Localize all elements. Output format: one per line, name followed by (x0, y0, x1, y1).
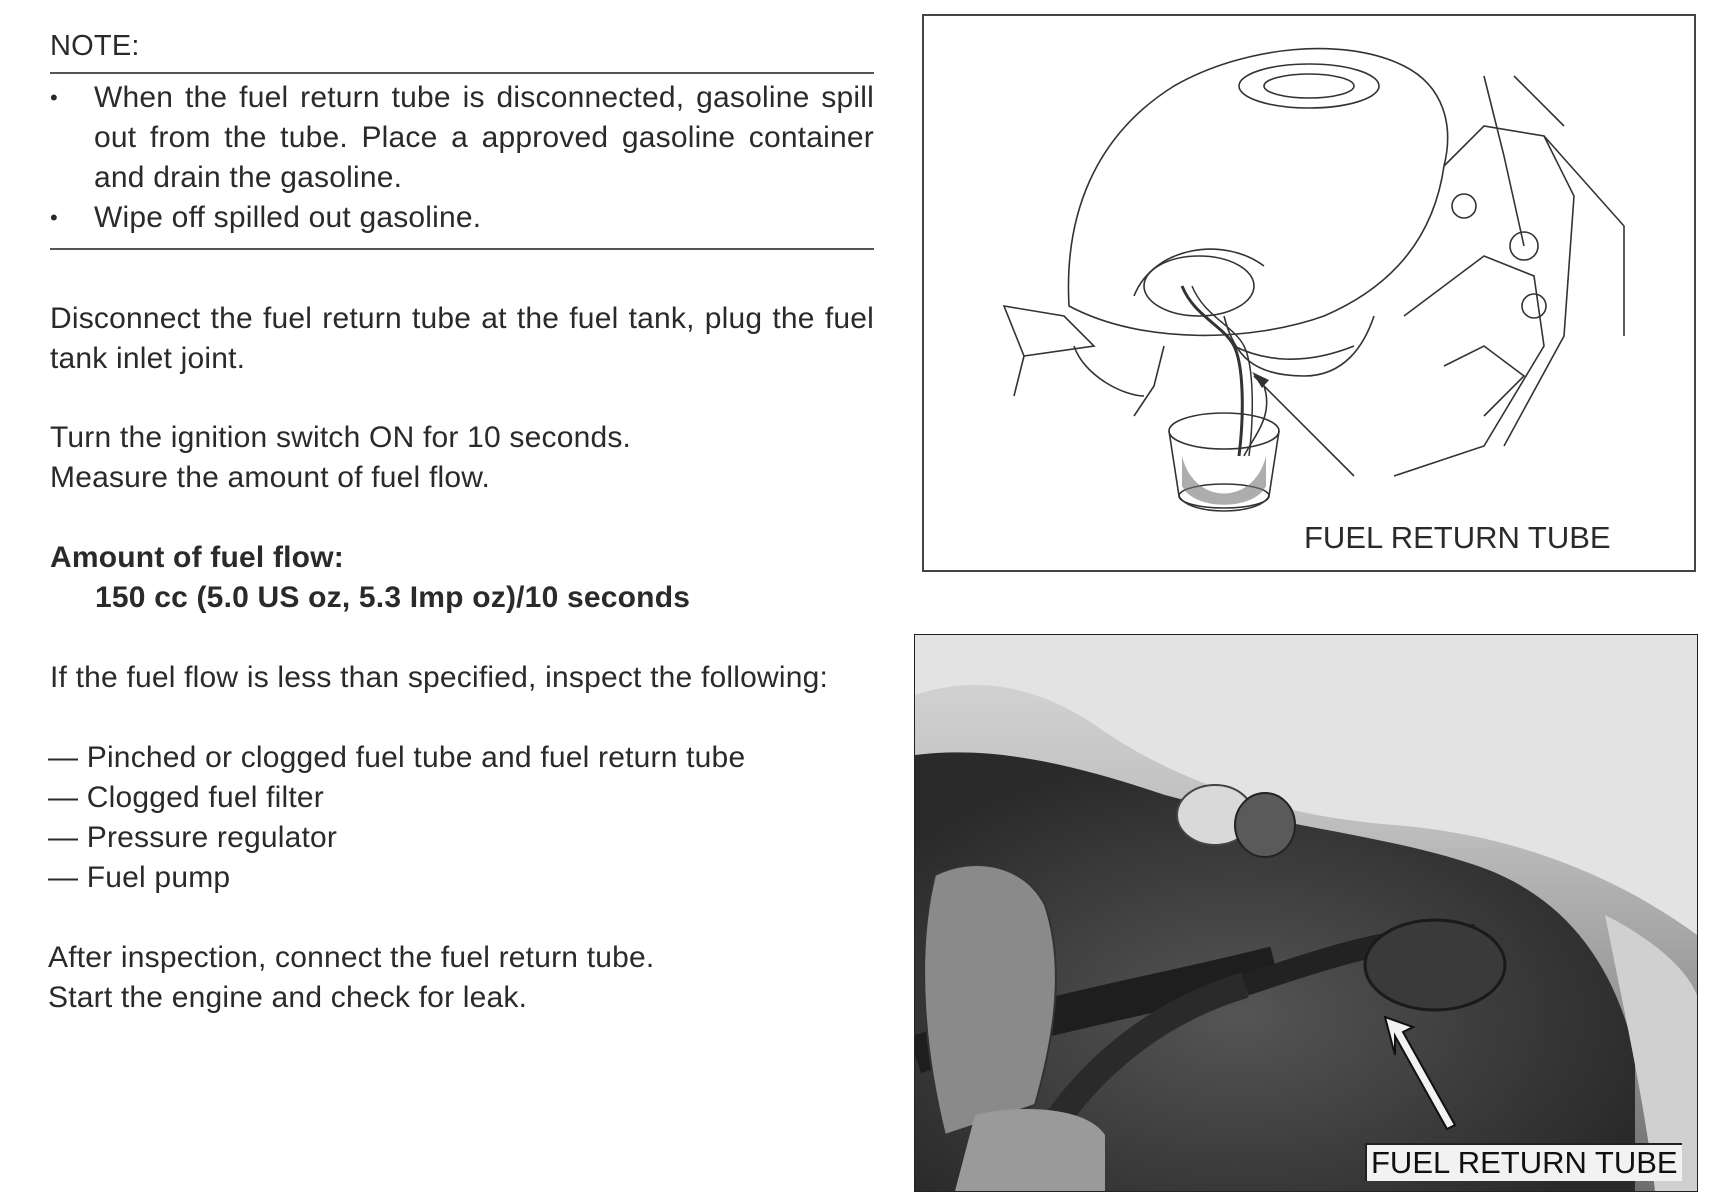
photo-label: FUEL RETURN TUBE (1365, 1143, 1682, 1181)
inspect-item-3: — Pressure regulator (48, 821, 338, 854)
step-disconnect: Disconnect the fuel return tube at the fuel tank, plug the fuel tank inlet joint. (50, 302, 874, 375)
inspect-intro: If the fuel flow is less than specified, inspect the following: (50, 661, 829, 694)
spec-value: 150 cc (5.0 US oz, 5.3 Imp oz)/10 seconds (95, 581, 691, 614)
note-bottom-rule (50, 248, 874, 250)
note-bullet-2-text: Wipe off spilled out gasoline. (94, 201, 482, 234)
bullet-dot: • (50, 205, 58, 230)
spec-label: Amount of fuel flow: (50, 541, 344, 574)
step-measure: Measure the amount of fuel flow. (50, 461, 490, 494)
note-bullet-1 (50, 78, 874, 198)
after-line-2: Start the engine and check for leak. (48, 981, 528, 1014)
engine-photo (915, 635, 1697, 1191)
inspect-item-2: — Clogged fuel filter (48, 781, 325, 814)
drawing-label: FUEL RETURN TUBE (1304, 520, 1611, 555)
bullet-dot: • (50, 85, 58, 110)
fuel-tank-drawing-figure (922, 14, 1696, 572)
note-bullet-1-text: When the fuel return tube is disconnected, gasoline spill out from the tube. Place a approved gasoline container and drain the gasoline. (94, 81, 874, 194)
fuel-return-tube-photo (914, 634, 1698, 1192)
inspect-item-4: — Fuel pump (48, 861, 231, 894)
fuel-tank-drawing (924, 16, 1694, 570)
note-top-rule (50, 72, 874, 74)
note-title: NOTE: (50, 30, 140, 62)
after-line-1: After inspection, connect the fuel return tube. (48, 941, 655, 974)
inspect-item-1: — Pinched or clogged fuel tube and fuel return tube (48, 741, 746, 774)
step-turn-on: Turn the ignition switch ON for 10 seconds. (50, 421, 632, 454)
note-bullet-2 (50, 198, 874, 238)
